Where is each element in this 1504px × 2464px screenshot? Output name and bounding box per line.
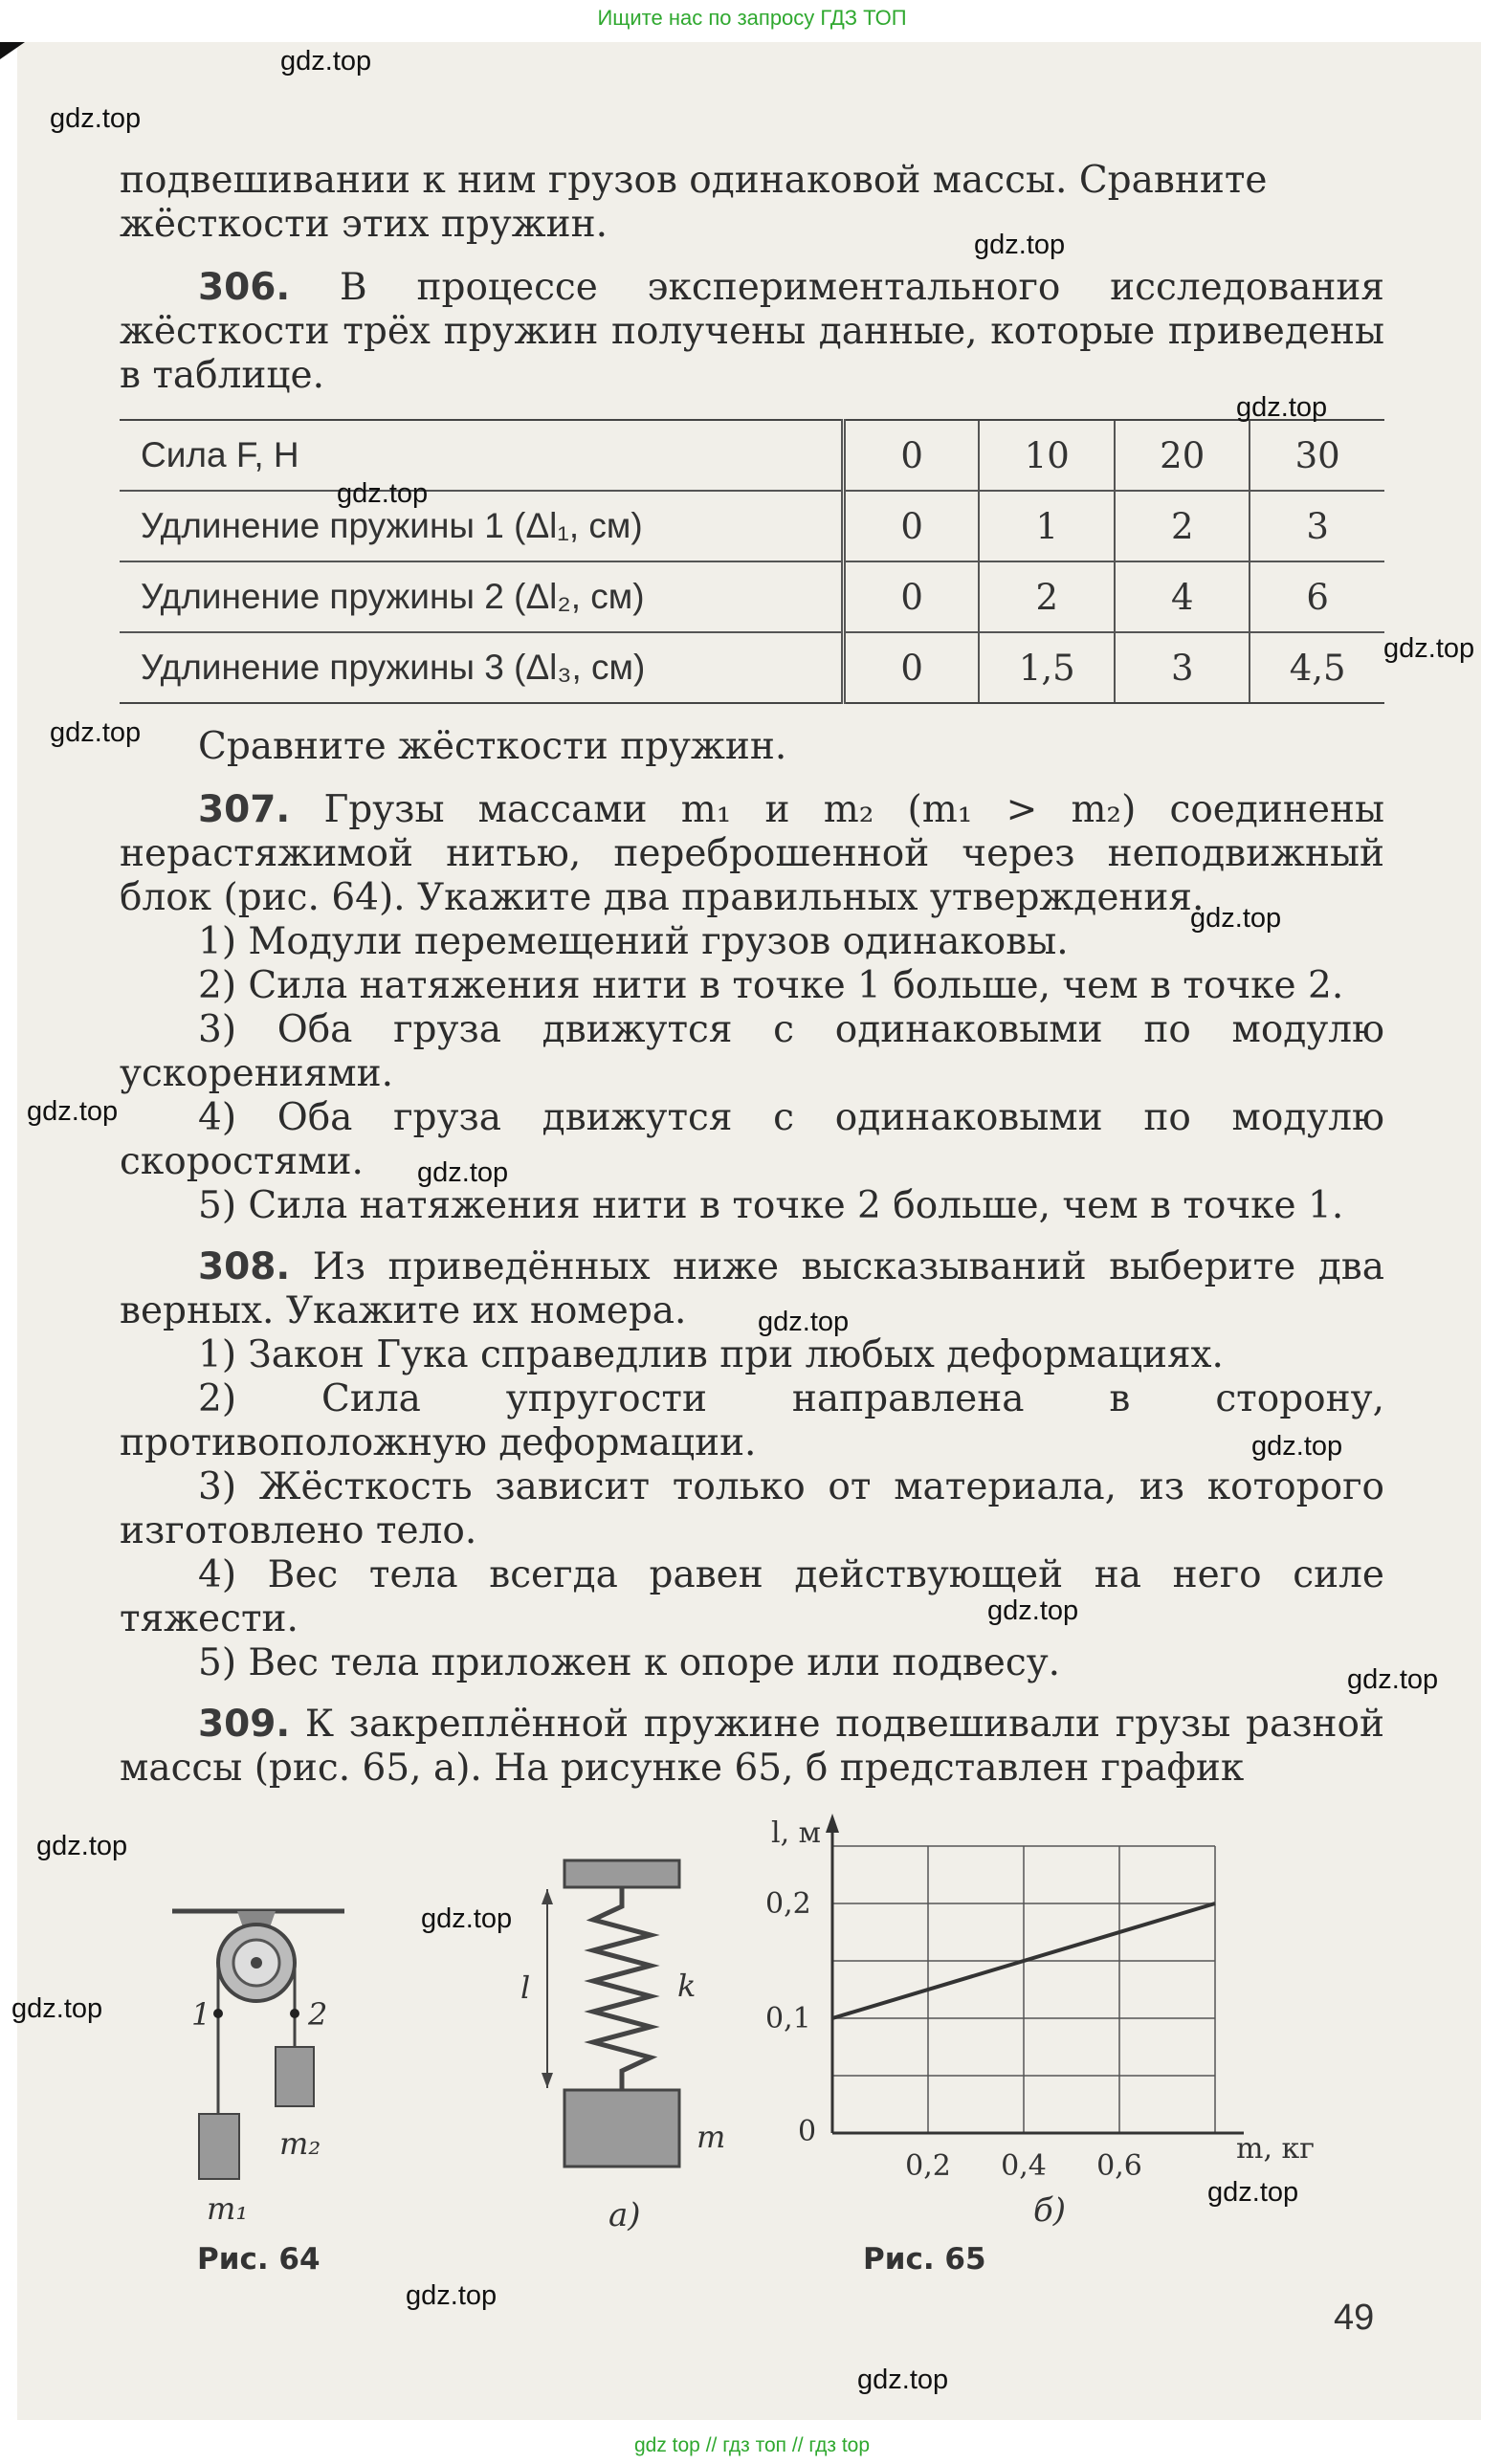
page-number: 49 (1334, 2298, 1375, 2338)
point-2-label: 2 (308, 1996, 328, 2033)
table-cell: 4 (1115, 561, 1250, 632)
problem-306 (120, 266, 1384, 398)
point-1-marker (213, 2009, 223, 2018)
problem-307 (120, 788, 1384, 920)
table-row (120, 561, 1384, 632)
watermark: gdz.top (36, 1831, 128, 1861)
problem-308-text: Из приведённых ниже высказываний выберите два верных. Укажите их номера. (120, 1245, 1384, 1332)
top-banner[interactable]: Ищите нас по запросу ГДЗ ТОП (597, 6, 907, 30)
origin-label: 0 (798, 2115, 817, 2148)
watermark: gdz.top (1190, 903, 1282, 934)
table-cell: 3 (1115, 632, 1250, 703)
data-table-306 (120, 419, 1384, 704)
table-row (120, 632, 1384, 703)
table-cell: 2 (1115, 491, 1250, 561)
watermark: gdz.top (27, 1096, 119, 1127)
table-cell: 2 (979, 561, 1115, 632)
intro-line-2: жёсткости этих пружин. (120, 203, 608, 246)
table-cell-label: Удлинение пружины 3 (Δl₃, см) (120, 632, 843, 703)
problem-307-item-2: 2) Сила натяжения нити в точке 1 больше, чем в точке 2. (198, 964, 1344, 1007)
intro-line-1: подвешивании к ним грузов одинаковой массы. Сравните (120, 159, 1268, 202)
table-cell-label: Удлинение пружины 2 (Δl₂, см) (120, 561, 843, 632)
problem-307-item-1: 1) Модули перемещений грузов одинаковы. (198, 920, 1069, 963)
problem-307-number: 307. (198, 788, 291, 831)
x-tick-label: 0,6 (1096, 2149, 1142, 2183)
label-l: l (520, 1969, 531, 2006)
watermark: gdz.top (1383, 633, 1475, 664)
problem-308-number: 308. (198, 1245, 291, 1288)
bottom-banner[interactable]: gdz top // гдз топ // гдз top (633, 2434, 871, 2456)
watermark: gdz.top (987, 1595, 1079, 1626)
problem-308-item-2: 2) Сила упругости направлена в сторону, противоположную деформации. (120, 1377, 1384, 1464)
watermark: gdz.top (417, 1157, 509, 1188)
problem-308 (120, 1245, 1384, 1333)
mass-1-block (199, 2114, 239, 2179)
problem-306-question: Сравните жёсткости пружин. (198, 725, 787, 768)
problem-309 (120, 1703, 1384, 1791)
table-row (120, 491, 1384, 561)
pulley-axle (251, 1957, 262, 1969)
watermark: gdz.top (337, 478, 429, 509)
figure-65-caption: Рис. 65 (863, 2242, 986, 2277)
arrow-bottom (542, 2073, 553, 2088)
watermark: gdz.top (1207, 2177, 1299, 2208)
problem-307-item-5: 5) Сила натяжения нити в точке 2 больше, чем в точке 1. (198, 1184, 1344, 1227)
watermark: gdz.top (50, 717, 142, 748)
watermark: gdz.top (11, 1993, 103, 2024)
figure-65a-spring (507, 1851, 756, 2253)
y-axis-arrow (826, 1814, 839, 1833)
watermark: gdz.top (974, 230, 1066, 260)
x-axis-label: m, кг (1236, 2132, 1315, 2166)
problem-309-number: 309. (198, 1703, 291, 1746)
table-cell: 3 (1250, 491, 1384, 561)
figure-64-pulley (163, 1875, 383, 2238)
table-cell: 0 (843, 561, 979, 632)
problem-306-number: 306. (198, 266, 291, 309)
x-tick-label: 0,4 (1001, 2149, 1047, 2183)
mass-2-label: m₂ (279, 2125, 321, 2162)
chart-grid (832, 1846, 1215, 2133)
watermark: gdz.top (280, 46, 372, 77)
watermark: gdz.top (421, 1903, 513, 1934)
table-cell: 1,5 (979, 632, 1115, 703)
table-cell: 20 (1115, 420, 1250, 491)
problem-307-item-4: 4) Оба груза движутся с одинаковыми по модулю скоростями. (120, 1096, 1384, 1183)
watermark: gdz.top (758, 1307, 850, 1337)
weight-block (564, 2090, 679, 2167)
label-k: k (677, 1968, 697, 2004)
figure-65b-sublabel: б) (1033, 2191, 1067, 2230)
spring-coil (593, 1887, 651, 2090)
problem-309-text: К закреплённой пружине подвешивали грузы разной массы (рис. 65, а). На рисунке 65, б представлен график (120, 1703, 1384, 1790)
arrow-top (542, 1889, 553, 1904)
watermark: gdz.top (1347, 1664, 1439, 1695)
table-cell: 1 (979, 491, 1115, 561)
watermark: gdz.top (406, 2280, 498, 2311)
point-1-label: 1 (191, 1996, 211, 2033)
table-cell: 4,5 (1250, 632, 1384, 703)
figure-65a-sublabel: а) (608, 2196, 641, 2234)
problem-308-item-1: 1) Закон Гука справедлив при любых деформациях. (198, 1333, 1224, 1376)
mass-2-block (276, 2047, 314, 2106)
problem-308-item-5: 5) Вес тела приложен к опоре или подвесу. (198, 1641, 1061, 1684)
page-corner-mark (0, 42, 25, 59)
problem-308-item-4: 4) Вес тела всегда равен действующей на него силе тяжести. (120, 1553, 1384, 1640)
y-axis-label: l, м (771, 1816, 822, 1850)
figure-64-caption: Рис. 64 (197, 2242, 321, 2277)
table-cell: 0 (843, 632, 979, 703)
x-tick-label: 0,2 (905, 2149, 951, 2183)
table-cell: 10 (979, 420, 1115, 491)
watermark: gdz.top (1236, 392, 1328, 423)
table-cell-label: Сила F, Н (120, 420, 843, 491)
y-tick-label: 0,1 (765, 2002, 811, 2035)
table-cell: 0 (843, 420, 979, 491)
table-row (120, 420, 1384, 491)
problem-307-text: Грузы массами m₁ и m₂ (m₁ > m₂) соединены нерастяжимой нитью, переброшенной через неподвижный блок (рис. 64). Укажите два правильных утверждения. (120, 788, 1384, 919)
table-cell: 30 (1250, 420, 1384, 491)
problem-307-item-3: 3) Оба груза движутся с одинаковыми по модулю ускорениями. (120, 1008, 1384, 1095)
problem-308-item-3: 3) Жёсткость зависит только от материала, из которого изготовлено тело. (120, 1465, 1384, 1552)
watermark: gdz.top (857, 2365, 949, 2395)
spring-support (564, 1860, 679, 1887)
table-cell: 0 (843, 491, 979, 561)
watermark: gdz.top (1251, 1431, 1343, 1462)
y-tick-label: 0,2 (765, 1887, 811, 1921)
watermark: gdz.top (50, 103, 142, 134)
problem-306-text: В процессе экспериментального исследования жёсткости трёх пружин получены данные, которые приведены в таблице. (120, 266, 1384, 397)
mass-1-label: m₁ (207, 2190, 249, 2227)
label-m: m (697, 2119, 726, 2155)
table-cell: 6 (1250, 561, 1384, 632)
point-2-marker (290, 2009, 299, 2018)
table-cell-label: Удлинение пружины 1 (Δl₁, см) (120, 491, 843, 561)
